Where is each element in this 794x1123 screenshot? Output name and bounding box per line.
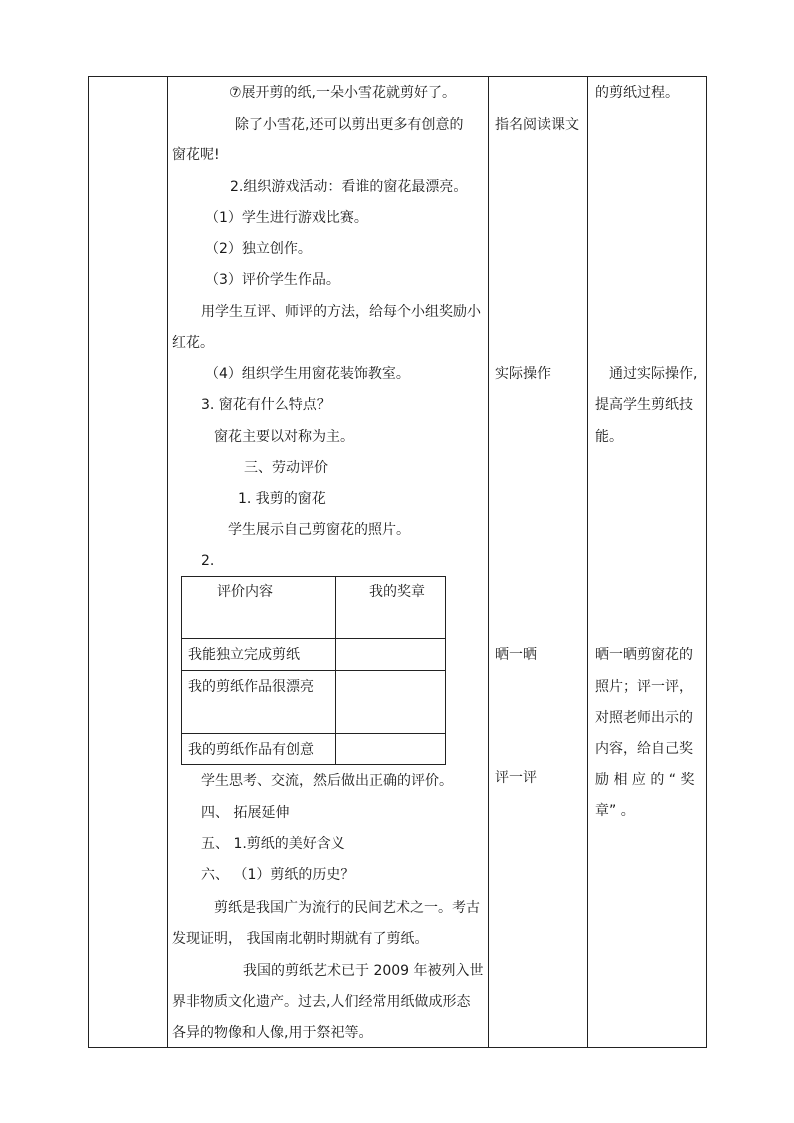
column-divider-1	[167, 76, 168, 1048]
eval-table-border	[181, 638, 446, 639]
intent-line: 章” 。	[595, 803, 635, 819]
intent-line: 的剪纸过程。	[595, 85, 679, 101]
eval-table-border	[181, 764, 446, 765]
text-line: 2.组织游戏活动：看谁的窗花最漂亮。	[230, 179, 468, 195]
text-line: （3）评价学生作品。	[205, 272, 340, 288]
text-line: 剪纸是我国广为流行的民间艺术之一。考古	[214, 900, 480, 916]
text-line: ⑦展开剪的纸,一朵小雪花就剪好了。	[229, 85, 457, 101]
text-line: 学生展示自己剪窗花的照片。	[228, 522, 410, 538]
student-activity-item: 指名阅读课文	[495, 117, 579, 133]
student-activity-item: 评一评	[495, 770, 537, 786]
text-line: 用学生互评、师评的方法，给每个小组奖励小	[201, 304, 481, 320]
text-line: 红花。	[172, 335, 214, 351]
eval-table-border	[181, 670, 446, 671]
intent-line: 提高学生剪纸技	[595, 397, 693, 413]
eval-header-badge: 我的奖章	[369, 584, 425, 600]
section-heading: 六、 （1）剪纸的历史？	[201, 867, 355, 883]
intent-line: 晒一晒剪窗花的	[595, 647, 693, 663]
text-line: 学生思考、交流，然后做出正确的评价。	[201, 773, 453, 789]
outer-table-right-border	[706, 76, 707, 1048]
intent-line: 通过实际操作,	[609, 366, 698, 382]
section-heading: 三、劳动评价	[244, 460, 328, 476]
intent-line: 对照老师出示的	[595, 710, 693, 726]
outer-table-left-border	[88, 76, 89, 1048]
intent-line: 能。	[595, 429, 623, 445]
eval-table-border	[335, 576, 336, 765]
text-line: 各异的物像和人像,用于祭祀等。	[172, 1025, 373, 1041]
section-heading: 3. 窗花有什么特点？	[201, 397, 331, 413]
text-line: （2）独立创作。	[205, 241, 312, 257]
eval-row-label: 我的剪纸作品很漂亮	[188, 679, 314, 695]
text-line: 2.	[201, 553, 215, 569]
text-line: 我国的剪纸艺术已于 2009 年被列入世	[243, 963, 484, 979]
eval-row-label: 我能独立完成剪纸	[188, 647, 300, 663]
text-line: 窗花主要以对称为主。	[214, 429, 354, 445]
eval-table-border	[181, 576, 446, 577]
student-activity-item: 实际操作	[495, 366, 551, 382]
eval-table-border	[181, 576, 182, 765]
column-divider-3	[587, 76, 588, 1048]
text-line: 窗花呢!	[172, 147, 220, 163]
text-line: （4）组织学生用窗花装饰教室。	[205, 366, 410, 382]
text-line: 发现证明， 我国南北朝时期就有了剪纸。	[172, 931, 429, 947]
section-heading: 五、 1.剪纸的美好含义	[201, 836, 345, 852]
eval-table-border	[445, 576, 446, 765]
outer-table-bottom-border	[88, 1047, 707, 1048]
eval-header-content: 评价内容	[217, 584, 273, 600]
text-line: （1）学生进行游戏比赛。	[205, 210, 368, 226]
section-heading: 1. 我剪的窗花	[238, 491, 326, 507]
eval-table-border	[181, 733, 446, 734]
intent-line: 励 相 应 的 “ 奖	[595, 772, 695, 788]
column-divider-2	[488, 76, 489, 1048]
text-line: 除了小雪花,还可以剪出更多有创意的	[235, 117, 464, 133]
outer-table-top-border	[88, 76, 707, 77]
student-activity-item: 晒一晒	[495, 647, 537, 663]
intent-line: 照片；评一评，	[595, 679, 693, 695]
intent-line: 内容，给自己奖	[595, 741, 693, 757]
text-line: 界非物质文化遗产。过去,人们经常用纸做成形态	[172, 994, 471, 1010]
section-heading: 四、 拓展延伸	[201, 805, 290, 821]
eval-row-label: 我的剪纸作品有创意	[188, 742, 314, 758]
